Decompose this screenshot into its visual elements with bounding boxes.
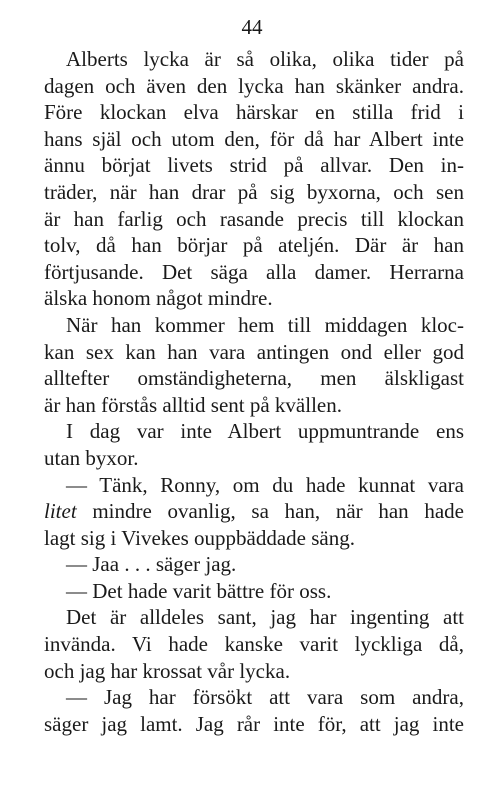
text-line: älska honom något mindre. xyxy=(44,286,273,311)
text-line: — Tänk, Ronny, om du hade kunnat vara xyxy=(66,472,464,497)
text-line: När han kommer hem till middagen kloc- xyxy=(66,312,464,337)
text-line: kan sex kan han vara antingen ond eller god xyxy=(44,339,464,364)
text-line: hans själ och utom den, för då har Albert inte xyxy=(44,126,464,151)
text-line: Alberts lycka är så olika, olika tider på xyxy=(66,47,464,71)
page-number: 44 xyxy=(241,15,263,39)
text-line xyxy=(44,498,464,525)
text-line: — Det hade varit bättre för oss. xyxy=(66,578,332,603)
text-line: alltefter omständigheterna, men älskligast xyxy=(44,366,464,391)
text-line: är han förstås alltid sent på kvällen. xyxy=(44,392,342,417)
text-line: dagen och även den lycka han skänker andra. xyxy=(44,73,464,98)
text-line: träder, när han drar på sig byxorna, och sen xyxy=(44,179,464,204)
text-line: Det är alldeles sant, jag har ingenting att xyxy=(66,605,464,630)
text-line: förtjusande. Det säga alla damer. Herrarna xyxy=(44,259,464,284)
text-line: är han farlig och rasande precis till klockan xyxy=(44,206,464,231)
text-line: — Jag har försökt att vara som andra, xyxy=(66,685,464,710)
text-line: Före klockan elva härskar en stilla frid i xyxy=(44,100,464,125)
line-rest: mindre ovanlig, sa han, när han hade xyxy=(76,499,464,524)
text-line: lagt sig i Vivekes ouppbäddade säng. xyxy=(44,525,355,550)
text-line: säger jag lamt. Jag rår inte för, att jag inte xyxy=(44,711,464,736)
text-line: I dag var inte Albert uppmuntrande ens xyxy=(66,419,464,444)
text-line: tolv, då han börjar på ateljén. Där är han xyxy=(44,233,464,258)
text-line: ännu börjat livets strid på allvar. Den in- xyxy=(44,153,464,178)
body-text xyxy=(44,46,464,737)
text-line: — Jaa . . . säger jag. xyxy=(66,552,237,577)
emphasized-word: litet xyxy=(44,499,77,524)
text-line: invända. Vi hade kanske varit lyckliga då, xyxy=(44,632,464,657)
text-line: och jag har krossat vår lycka. xyxy=(44,658,291,683)
text-line: utan byxor. xyxy=(44,445,139,470)
